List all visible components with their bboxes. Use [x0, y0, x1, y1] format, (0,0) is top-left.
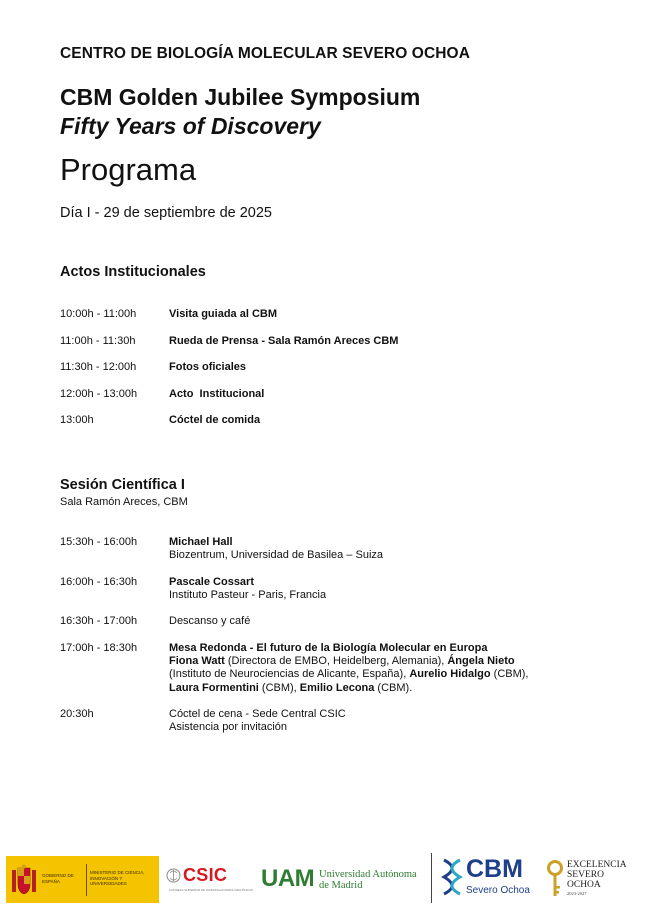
symposium-title: CBM Golden Jubilee Symposium: [60, 84, 421, 110]
ministry-text: MINISTERIO DE CIENCIA, INNOVACIÓN Y UNIVERSIDADES: [90, 870, 145, 886]
panelist-name: Emilio Lecona: [299, 681, 375, 694]
programa-heading: Programa: [60, 152, 197, 187]
panelist-affiliation: (CBM).: [374, 681, 413, 694]
symposium-subtitle: Fifty Years of Discovery: [60, 113, 321, 139]
uam-name-line: Universidad Autónoma: [319, 869, 417, 880]
row-text: Visita guiada al CBM: [169, 308, 277, 320]
footer-logos: [0, 852, 645, 913]
row-text: Cóctel de comida: [169, 414, 261, 426]
panelist-affiliation: (Instituto de Neurociencias de Alicante, España),: [169, 668, 410, 681]
cbm-logo: [441, 854, 541, 902]
excelencia-text: [567, 860, 627, 890]
excelencia-line: SEVERO: [567, 870, 604, 880]
day-heading: Día I - 29 de septiembre de 2025: [60, 205, 272, 221]
row-time: 12:00h - 13:00h: [60, 388, 138, 400]
panelist-affiliation: (CBM),: [258, 681, 300, 694]
csic-logo: [166, 864, 253, 894]
speaker-name: Pascale Cossart: [169, 576, 254, 588]
gobierno-divider: [86, 864, 87, 896]
row-time: 11:00h - 11:30h: [60, 335, 136, 347]
row-text: Rueda de Prensa - Sala Ramón Areces CBM: [169, 335, 399, 347]
section-location: Sala Ramón Areces, CBM: [60, 496, 188, 508]
row-time: 20:30h: [60, 708, 94, 720]
uam-wordmark: UAM: [261, 865, 315, 892]
institution-name: CENTRO DE BIOLOGÍA MOLECULAR SEVERO OCHOA: [60, 45, 470, 62]
panelist-affiliation: (Directora de EMBO, Heidelberg, Alemania),: [224, 655, 448, 668]
row-time: 17:00h - 18:30h: [60, 642, 138, 654]
section-title-actos: Actos Institucionales: [60, 264, 206, 280]
panelist-affiliation: (CBM),: [490, 668, 529, 681]
row-time: 13:00h: [60, 414, 94, 426]
roundtable-title: Mesa Redonda - El futuro de la Biología Molecular en Europa: [169, 642, 488, 654]
excelencia-line: OCHOA: [567, 880, 601, 890]
excelencia-line: EXCELENCIA: [567, 860, 627, 870]
event-note: Asistencia por invitación: [169, 721, 288, 734]
row-text: Fotos oficiales: [169, 361, 247, 373]
footer-divider: [431, 853, 432, 903]
section-title-sesion: Sesión Científica I: [60, 477, 185, 493]
speaker-name: Michael Hall: [169, 536, 233, 548]
dna-helix-icon: [441, 858, 463, 896]
row-text: Acto Institucional: [169, 388, 265, 400]
gobierno-text: GOBIERNO DE ESPAÑA: [42, 873, 74, 884]
uam-name-line: de Madrid: [319, 880, 363, 891]
row-time: 11:30h - 12:00h: [60, 361, 137, 373]
cbm-subtitle: Severo Ochoa: [466, 885, 530, 896]
row-time: 16:30h - 17:00h: [60, 615, 138, 627]
roundtable-panelists: [169, 655, 574, 695]
panelist-name: Aurelio Hidalgo: [409, 668, 491, 681]
excelencia-logo: [546, 856, 636, 902]
coat-of-arms-icon: [11, 864, 37, 896]
panelist-name: Fiona Watt: [169, 655, 225, 668]
event-line: Cóctel de cena - Sede Central CSIC: [169, 708, 346, 720]
uam-logo: [261, 864, 426, 894]
csic-wordmark: CSIC: [183, 865, 228, 885]
row-time: 15:30h - 16:00h: [60, 536, 138, 548]
uam-name: [319, 869, 417, 891]
csic-emblem-icon: [166, 867, 181, 884]
speaker-affiliation: Instituto Pasteur - Paris, Francia: [169, 589, 327, 602]
cbm-wordmark: CBM: [466, 855, 523, 883]
row-text: Descanso y café: [169, 615, 251, 627]
key-emblem-icon: [546, 860, 564, 900]
row-time: 16:00h - 16:30h: [60, 576, 138, 588]
panelist-name: Laura Formentini: [169, 681, 259, 694]
speaker-affiliation: Biozentrum, Universidad de Basilea – Suiza: [169, 549, 384, 562]
panelist-name: Ángela Nieto: [447, 655, 515, 668]
row-time: 10:00h - 11:00h: [60, 308, 137, 320]
gobierno-logo: [6, 856, 159, 903]
excelencia-years: 2023-2027: [567, 891, 587, 896]
csic-subtitle: CONSEJO SUPERIOR DE INVESTIGACIONES CIENTÍFICAS: [169, 888, 253, 892]
